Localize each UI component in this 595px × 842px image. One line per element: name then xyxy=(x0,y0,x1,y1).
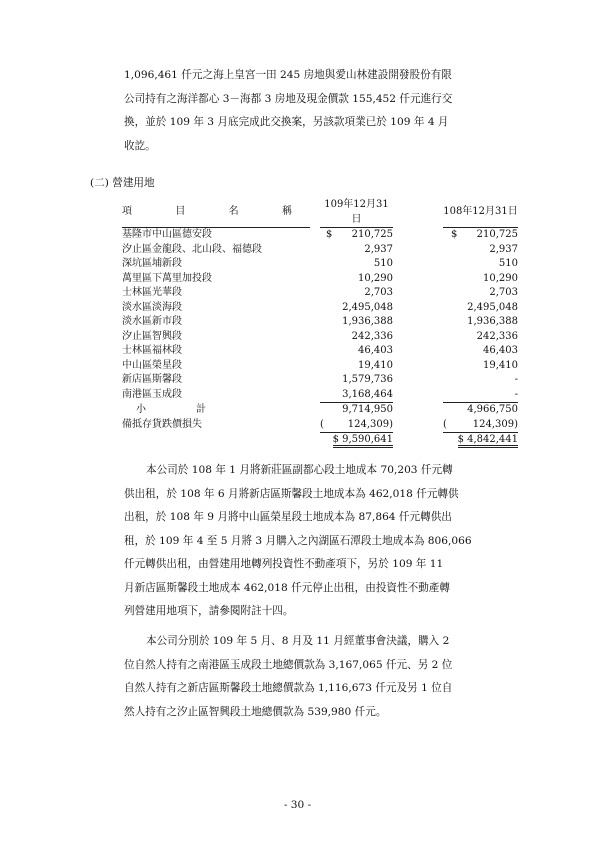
table-row xyxy=(122,330,518,345)
text-line: 1,096,461 仟元之海上皇宮一田 245 房地與愛山林建設開發股份有限 xyxy=(124,69,452,81)
subtotal-char: 小 xyxy=(136,403,146,415)
row-value-2019: 1,936,388 xyxy=(467,316,518,327)
row-name: 南港區玉成段 xyxy=(122,388,182,400)
subtotal-row xyxy=(122,403,518,418)
text-line: 收訖。 xyxy=(124,139,156,152)
subtotal-char: 計 xyxy=(196,403,206,415)
row-name: 基隆市中山區德安段 xyxy=(122,229,212,240)
row-name: 汐止區金龍段、北山段、福德段 xyxy=(122,243,262,255)
table-row xyxy=(122,257,518,272)
table-row xyxy=(122,301,518,316)
text-line: 月新店區斯馨段土地成本 462,018 仟元停止出租，由投資性不動產轉 xyxy=(124,581,450,594)
middle-paragraph xyxy=(124,459,558,624)
row-name: 中山區榮星段 xyxy=(122,359,182,371)
table-row xyxy=(122,359,518,374)
header-2020: 109年12月31日 xyxy=(320,198,393,228)
table-row xyxy=(122,243,518,258)
header-item-name xyxy=(122,198,310,228)
total-2019: $ 4,842,441 xyxy=(443,433,518,448)
total-row xyxy=(122,433,518,448)
subtotal-2019: 4,966,750 xyxy=(467,404,518,415)
row-value-2020: 510 xyxy=(373,258,393,269)
bottom-paragraph xyxy=(124,630,558,724)
text-line: 換，並於 109 年 3 月底完成此交換案，另該款項業已於 109 年 4 月 xyxy=(124,116,449,128)
section-title: (二) 營建用地 xyxy=(90,177,155,189)
allowance-2019: ( 124,309) xyxy=(443,418,518,433)
row-value-2019: 10,290 xyxy=(483,272,518,284)
page-number: - 30 - xyxy=(283,799,312,811)
allowance-row xyxy=(122,418,518,433)
row-name: 深坑區埔新段 xyxy=(122,258,182,269)
row-name: 淡水區淡海段 xyxy=(122,301,182,313)
header-char: 項 xyxy=(122,206,132,218)
text-line: 列營建用地項下，請參閱附註十四。 xyxy=(124,605,294,617)
row-value-2019: 2,937 xyxy=(489,243,518,255)
total-2020: $ 9,590,641 xyxy=(320,433,393,448)
table-row xyxy=(122,228,518,243)
table-row xyxy=(122,272,518,287)
row-value-2020: 19,410 xyxy=(358,359,393,371)
allowance-label: 備抵存貨跌價損失 xyxy=(122,418,202,430)
row-value-2019: 510 xyxy=(498,258,518,269)
table-row xyxy=(122,388,518,403)
text-line: 公司持有之海洋都心 3－海都 3 房地及現金價款 155,452 仟元進行交 xyxy=(124,92,453,105)
table-row xyxy=(122,344,518,359)
text-line: 供出租，於 108 年 6 月將新店區斯馨段土地成本為 462,018 仟元轉供 xyxy=(124,487,459,500)
text-line: 然人持有之汐止區智興段土地總價款為 539,980 仟元。 xyxy=(124,705,387,718)
text-line: 本公司於 108 年 1 月將新莊區副都心段土地成本 70,203 仟元轉 xyxy=(146,464,453,476)
row-value-2020: 1,936,388 xyxy=(342,316,393,327)
row-value-2020: 1,579,736 xyxy=(342,374,393,385)
top-paragraph xyxy=(124,64,558,158)
header-char: 目 xyxy=(175,206,186,218)
land-table xyxy=(122,198,518,448)
subtotal-label xyxy=(122,403,310,418)
row-value-2020: 2,495,048 xyxy=(342,301,393,313)
row-value-2019: - xyxy=(514,374,518,385)
row-value-2019: 2,703 xyxy=(489,287,518,298)
text-line: 仟元轉供出租，由營建用地轉列投資性不動產項下，另於 109 年 11 xyxy=(124,558,444,570)
row-value-2019: 2,495,048 xyxy=(467,301,518,313)
row-value-2020: 10,290 xyxy=(358,272,393,284)
text-line: 出租，於 108 年 9 月將中山區榮星段土地成本為 87,864 仟元轉供出 xyxy=(124,511,452,523)
row-value-2020: $ 210,725 xyxy=(326,229,393,240)
header-char: 名 xyxy=(228,206,239,218)
text-line: 本公司分別於 109 年 5 月、8 月及 11 月經董事會決議，購入 2 xyxy=(146,635,450,647)
row-value-2019: $ 210,725 xyxy=(451,229,518,240)
text-line: 位自然人持有之南港區玉成段土地總價款為 3,167,065 仟元、另 2 位 xyxy=(124,658,453,671)
row-name: 新店區斯馨段 xyxy=(122,374,182,385)
row-name: 汐止區智興段 xyxy=(122,330,182,342)
row-value-2020: 2,937 xyxy=(364,243,393,255)
row-value-2020: 46,403 xyxy=(358,345,393,356)
subtotal-2020: 9,714,950 xyxy=(342,404,393,415)
row-value-2019: 19,410 xyxy=(483,359,518,371)
allowance-2020: ( 124,309) xyxy=(320,418,393,433)
row-name: 萬里區下萬里加投段 xyxy=(122,272,212,284)
row-name: 士林區福林段 xyxy=(122,345,182,356)
header-2019: 108年12月31日 xyxy=(443,198,518,228)
table-header-row xyxy=(122,198,518,228)
text-line: 自然人持有之新店區斯馨段土地總價款為 1,116,673 仟元及另 1 位自 xyxy=(124,682,453,694)
row-name: 士林區光華段 xyxy=(122,287,182,298)
row-value-2019: - xyxy=(443,388,518,403)
row-value-2020: 2,703 xyxy=(364,287,393,298)
row-value-2020: 3,168,464 xyxy=(320,388,393,403)
row-value-2019: 46,403 xyxy=(483,345,518,356)
table-row xyxy=(122,373,518,388)
row-name: 淡水區新市段 xyxy=(122,316,182,327)
table-row xyxy=(122,286,518,301)
text-line: 租，於 109 年 4 至 5 月將 3 月購入之內湖區石潭段土地成本為 806,066 xyxy=(124,534,472,547)
row-value-2020: 242,336 xyxy=(351,330,393,342)
table-row xyxy=(122,315,518,330)
row-value-2019: 242,336 xyxy=(476,330,518,342)
header-char: 稱 xyxy=(281,206,292,218)
